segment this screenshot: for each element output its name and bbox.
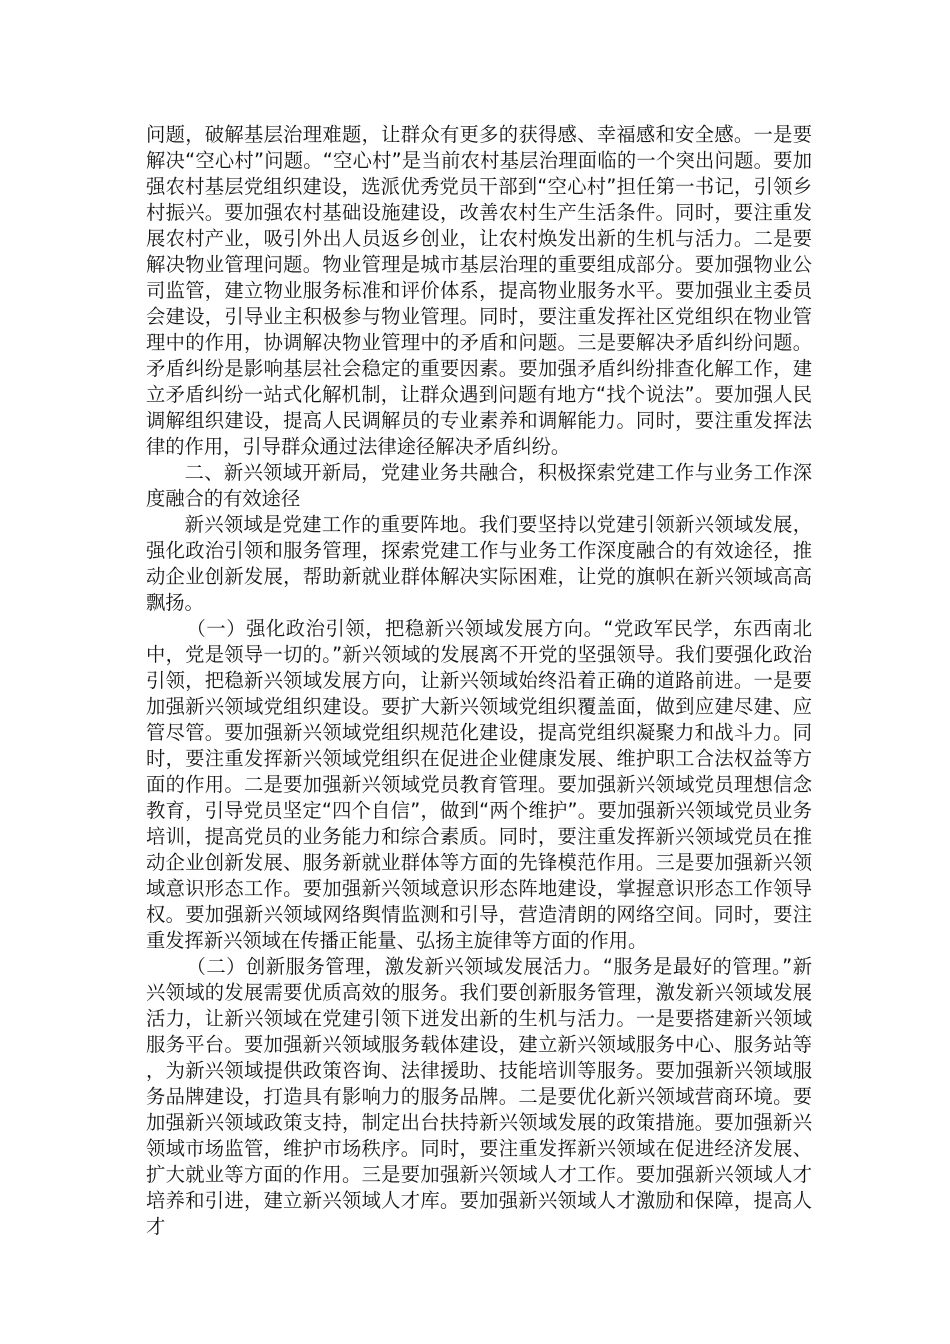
document-body: [146, 122, 812, 1240]
section-heading-emerging-fields: 二、新兴领域开新局，党建业务共融合，积极探索党建工作与业务工作深度融合的有效途径: [146, 461, 812, 510]
paragraph-grassroots-governance: 问题，破解基层治理难题，让群众有更多的获得感、幸福感和安全感。一是要解决“空心村”问题。“空心村”是当前农村基层治理面临的一个突出问题。要加强农村基层党组织建设，选派优秀党员干部到“空心村”担任第一书记，引领乡村振兴。要加强农村基础设施建设，改善农村生产生活条件。同时，要注重发展农村产业，吸引外出人员返乡创业，让农村焕发出新的生机与活力。二是要解决物业管理问题。物业管理是城市基层治理的重要组成部分。要加强物业公司监管，建立物业服务标准和评价体系，提高物业服务水平。要加强业主委员会建设，引导业主积极参与物业管理。同时，要注重发挥社区党组织在物业管理中的作用，协调解决物业管理中的矛盾和问题。三是要解决矛盾纠纷问题。矛盾纠纷是影响基层社会稳定的重要因素。要加强矛盾纠纷排查化解工作，建立矛盾纠纷一站式化解机制，让群众遇到问题有地方“找个说法”。要加强人民调解组织建设，提高人民调解员的专业素养和调解能力。同时，要注重发挥法律的作用，引导群众通过法律途径解决矛盾纠纷。: [146, 123, 812, 458]
paragraph-political-guidance: （一）强化政治引领，把稳新兴领域发展方向。“党政军民学，东西南北中，党是领导一切的。”新兴领域的发展离不开党的坚强领导。我们要强化政治引领，把稳新兴领域发展方向，让新兴领域始终沿着正确的道路前进。一是要加强新兴领域党组织建设。要扩大新兴领域党组织覆盖面，做到应建尽建、应管尽管。要加强新兴领域党组织规范化建设，提高党组织凝聚力和战斗力。同时，要注重发挥新兴领域党组织在促进企业健康发展、维护职工合法权益等方面的作用。二是要加强新兴领域党员教育管理。要加强新兴领域党员理想信念教育，引导党员坚定“四个自信”，做到“两个维护”。要加强新兴领域党员业务培训，提高党员的业务能力和综合素质。同时，要注重发挥新兴领域党员在推动企业创新发展、服务新就业群体等方面的先锋模范作用。三是要加强新兴领域意识形态工作。要加强新兴领域意识形态阵地建设，掌握意识形态工作领导权。要加强新兴领域网络舆情监测和引导，营造清朗的网络空间。同时，要注重发挥新兴领域在传播正能量、弘扬主旋律等方面的作用。: [146, 617, 812, 952]
paragraph-emerging-fields-intro: 新兴领域是党建工作的重要阵地。我们要坚持以党建引领新兴领域发展，强化政治引领和服务管理，探索党建工作与业务工作深度融合的有效途径，推动企业创新发展，帮助新就业群体解决实际困难，让党的旗帜在新兴领域高高飘扬。: [146, 513, 812, 614]
paragraph-service-management: （二）创新服务管理，激发新兴领域发展活力。“服务是最好的管理。”新兴领域的发展需要优质高效的服务。我们要创新服务管理，激发新兴领域发展活力，让新兴领域在党建引领下迸发出新的生机与活力。一是要搭建新兴领域服务平台。要加强新兴领域服务载体建设，建立新兴领域服务中心、服务站等，为新兴领域提供政策咨询、法律援助、技能培训等服务。要加强新兴领域服务品牌建设，打造具有影响力的服务品牌。二是要优化新兴领域营商环境。要加强新兴领域政策支持，制定出台扶持新兴领域发展的政策措施。要加强新兴领域市场监管，维护市场秩序。同时，要注重发挥新兴领域在促进经济发展、扩大就业等方面的作用。三是要加强新兴领域人才工作。要加强新兴领域人才培养和引进，建立新兴领域人才库。要加强新兴领域人才激励和保障，提高人才: [146, 955, 812, 1238]
